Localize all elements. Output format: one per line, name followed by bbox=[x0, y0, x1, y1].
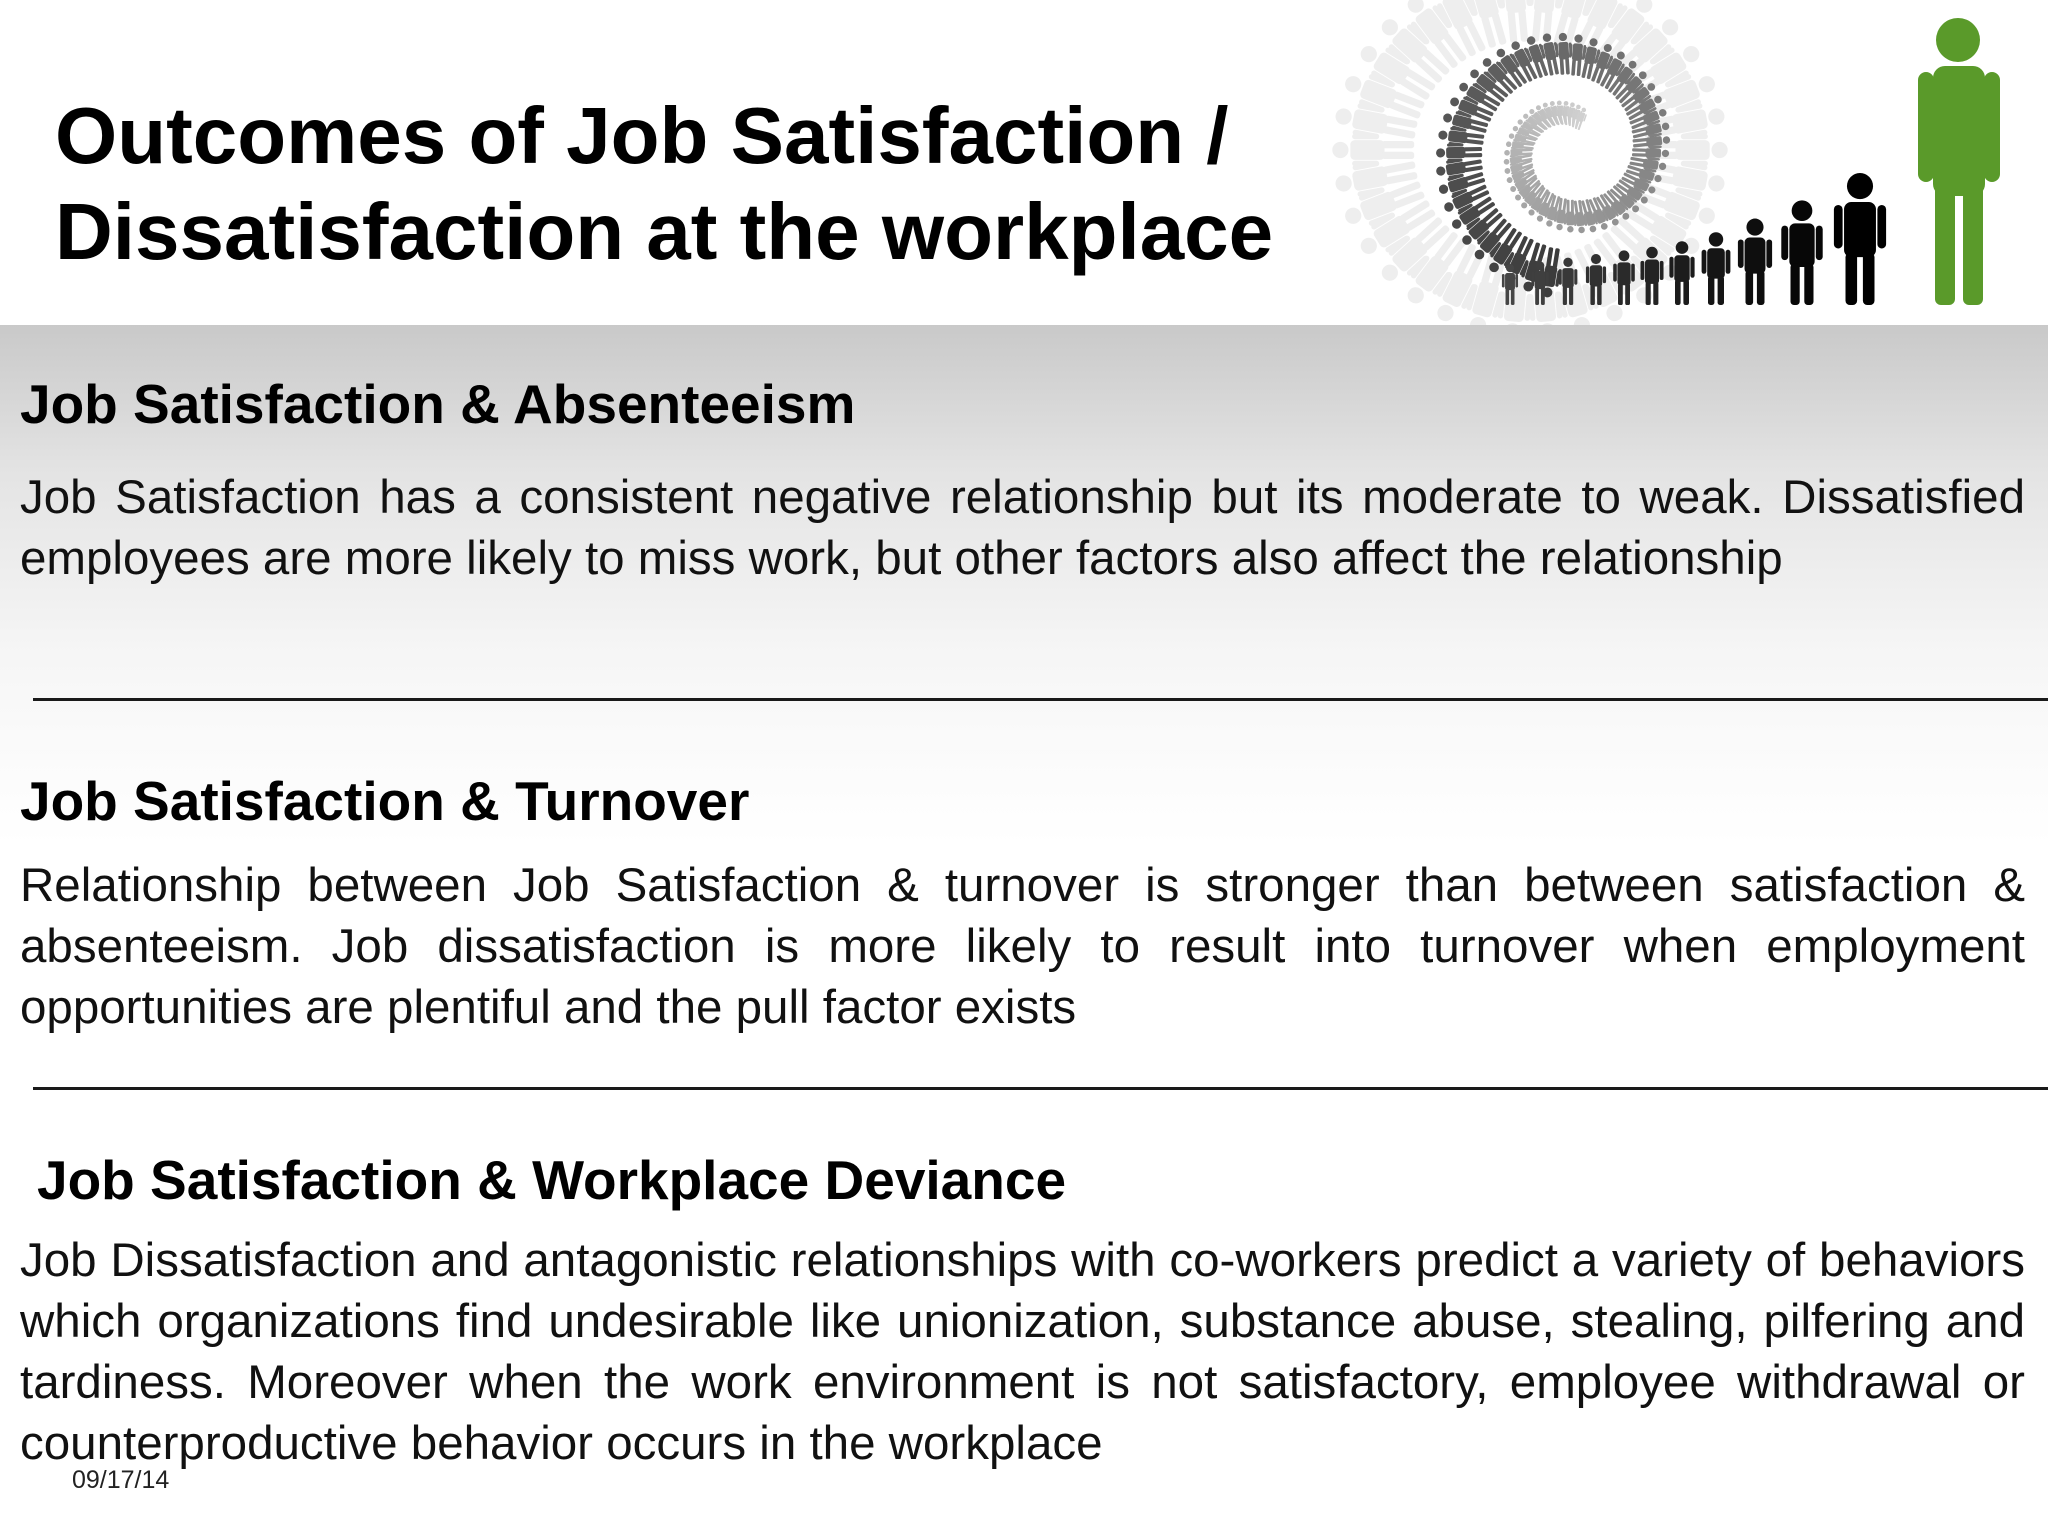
slide-title-line-2: Dissatisfaction at the workplace bbox=[55, 187, 1274, 276]
slide-date: 09/17/14 bbox=[72, 1466, 170, 1494]
slide-title-line-1: Outcomes of Job Satisfaction / bbox=[55, 91, 1229, 180]
section-divider bbox=[33, 1087, 2048, 1090]
row-person-icon bbox=[1834, 173, 1886, 305]
section-body-turnover: Relationship between Job Satisfaction & turnover is stronger than between satisfaction & absenteeism. Job dissatisfaction is more likely to result into turnover when employment opportunities are plentiful and the pull factor exists bbox=[20, 859, 2025, 1034]
row-person-icon bbox=[1781, 200, 1822, 305]
slide-title bbox=[55, 88, 1355, 280]
green-figure-icon bbox=[1918, 18, 2000, 305]
section-divider bbox=[33, 698, 2048, 701]
section-body-absenteeism: Job Satisfaction has a consistent negative relationship but its moderate to weak. Dissatisfied employees are more likely to miss work, but other factors also affect the relationship bbox=[20, 471, 2025, 585]
section-heading-deviance: Job Satisfaction & Workplace Deviance bbox=[37, 1149, 1067, 1211]
slide-content bbox=[0, 325, 2048, 1536]
ghost-person-icon bbox=[1332, 134, 1414, 166]
section-body-deviance: Job Dissatisfaction and antagonistic relationships with co-workers predict a variety of behaviors which organizations find undesirable like unionization, substance abuse, stealing, pilfering and tardiness. Moreover when the work environment is not satisfactory, employee withdrawal or counterproductive behavior occurs in the workplace bbox=[20, 1234, 2025, 1470]
people-spiral-growth-icon bbox=[1300, 0, 2048, 325]
row-person-icon bbox=[1738, 219, 1772, 305]
row-person-icon bbox=[1702, 232, 1731, 305]
slide-header bbox=[0, 0, 2048, 325]
section-heading-turnover: Job Satisfaction & Turnover bbox=[20, 770, 750, 832]
section-heading-absenteeism: Job Satisfaction & Absenteeism bbox=[20, 373, 856, 435]
